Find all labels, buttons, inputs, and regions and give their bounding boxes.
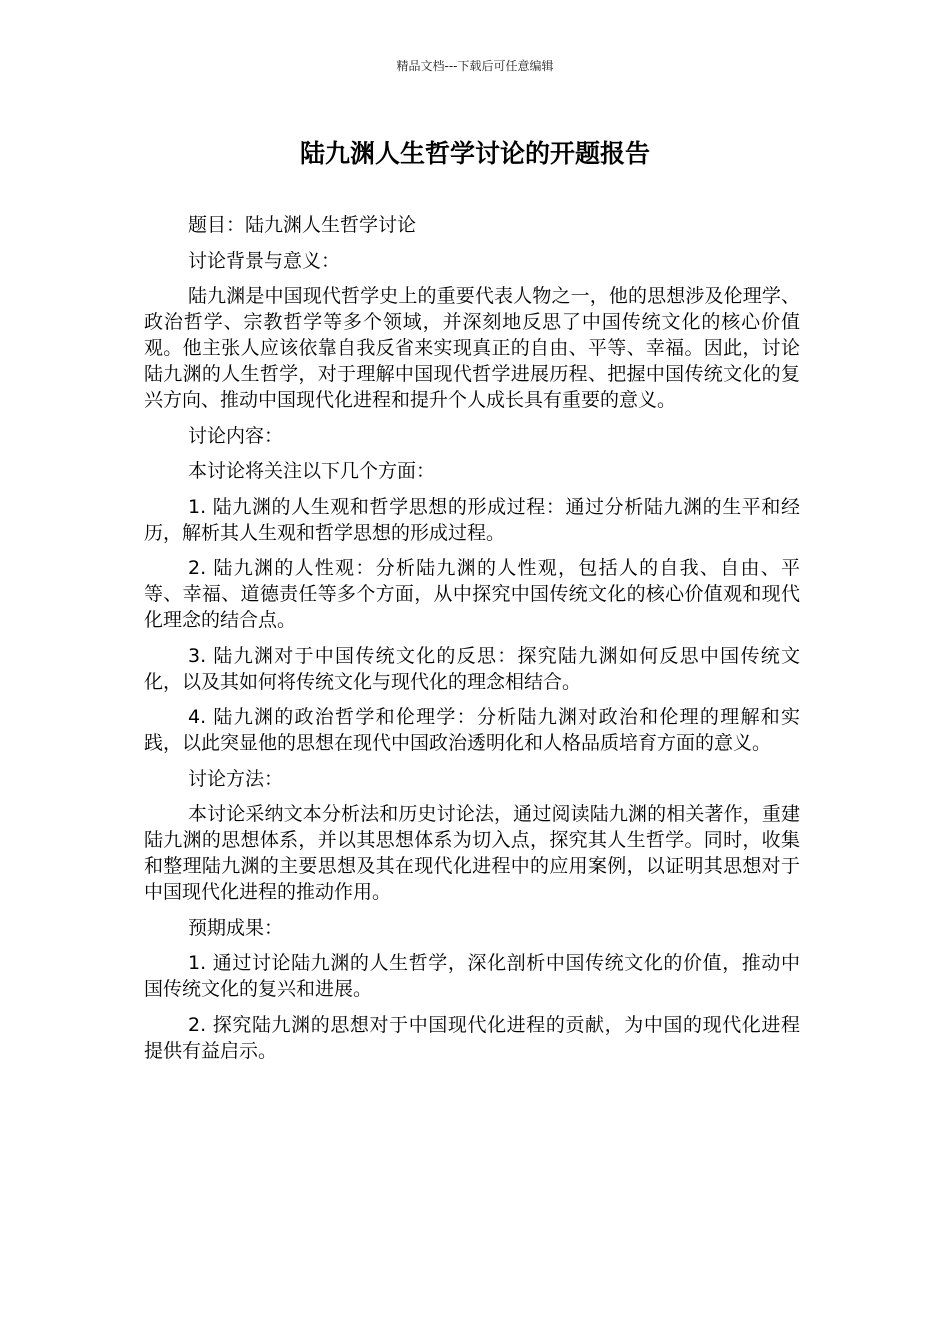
section-heading-content: 讨论内容： bbox=[188, 424, 284, 447]
document-body bbox=[144, 212, 800, 1073]
document-title: 陆九渊人生哲学讨论的开题报告 bbox=[299, 139, 650, 168]
result-item-2: 2. 探究陆九渊的思想对于中国现代化进程的贡献，为中国的现代化进程提供有益启示。 bbox=[144, 1013, 800, 1062]
topic-line: 题目：陆九渊人生哲学讨论 bbox=[188, 214, 417, 236]
section-heading-background: 讨论背景与意义： bbox=[188, 249, 341, 272]
page-header: 精品文档---下载后可任意编辑 bbox=[396, 59, 554, 73]
section-heading-results: 预期成果： bbox=[188, 916, 284, 939]
method-paragraph: 本讨论采纳文本分析法和历史讨论法，通过阅读陆九渊的相关著作，重建陆九渊的思想体系，并以其思想体系为切入点，探究其人生哲学。同时，收集和整理陆九渊的主要思想及其在现代化进程中的应用案例，以证明其思想对于中国现代化进程的推动作用。 bbox=[144, 803, 800, 903]
content-item-3: 3. 陆九渊对于中国传统文化的反思：探究陆九渊如何反思中国传统文化，以及其如何将传统文化与现代化的理念相结合。 bbox=[144, 644, 800, 693]
content-item-4: 4. 陆九渊的政治哲学和伦理学：分析陆九渊对政治和伦理的理解和实践，以此突显他的思想在现代中国政治透明化和人格品质培育方面的意义。 bbox=[144, 706, 800, 754]
background-paragraph: 陆九渊是中国现代哲学史上的重要代表人物之一，他的思想涉及伦理学、政治哲学、宗教哲学等多个领域，并深刻地反思了中国传统文化的核心价值观。他主张人应该依靠自我反省来实现真正的自由、平等、幸福。因此，讨论陆九渊的人生哲学，对于理解中国现代哲学进展历程、把握中国传统文化的复兴方向、推动中国现代化进程和提升个人成长具有重要的意义。 bbox=[144, 285, 800, 411]
result-item-1: 1. 通过讨论陆九渊的人生哲学，深化剖析中国传统文化的价值，推动中国传统文化的复兴和进展。 bbox=[144, 952, 800, 1000]
content-intro: 本讨论将关注以下几个方面： bbox=[188, 460, 436, 482]
content-item-1: 1. 陆九渊的人生观和哲学思想的形成过程：通过分析陆九渊的生平和经历，解析其人生观和哲学思想的形成过程。 bbox=[144, 495, 800, 544]
content-item-2: 2. 陆九渊的人性观：分析陆九渊的人性观，包括人的自我、自由、平等、幸福、道德责任等多个方面，从中探究中国传统文化的核心价值观和现代化理念的结合点。 bbox=[144, 557, 800, 631]
section-heading-method: 讨论方法： bbox=[188, 767, 284, 790]
